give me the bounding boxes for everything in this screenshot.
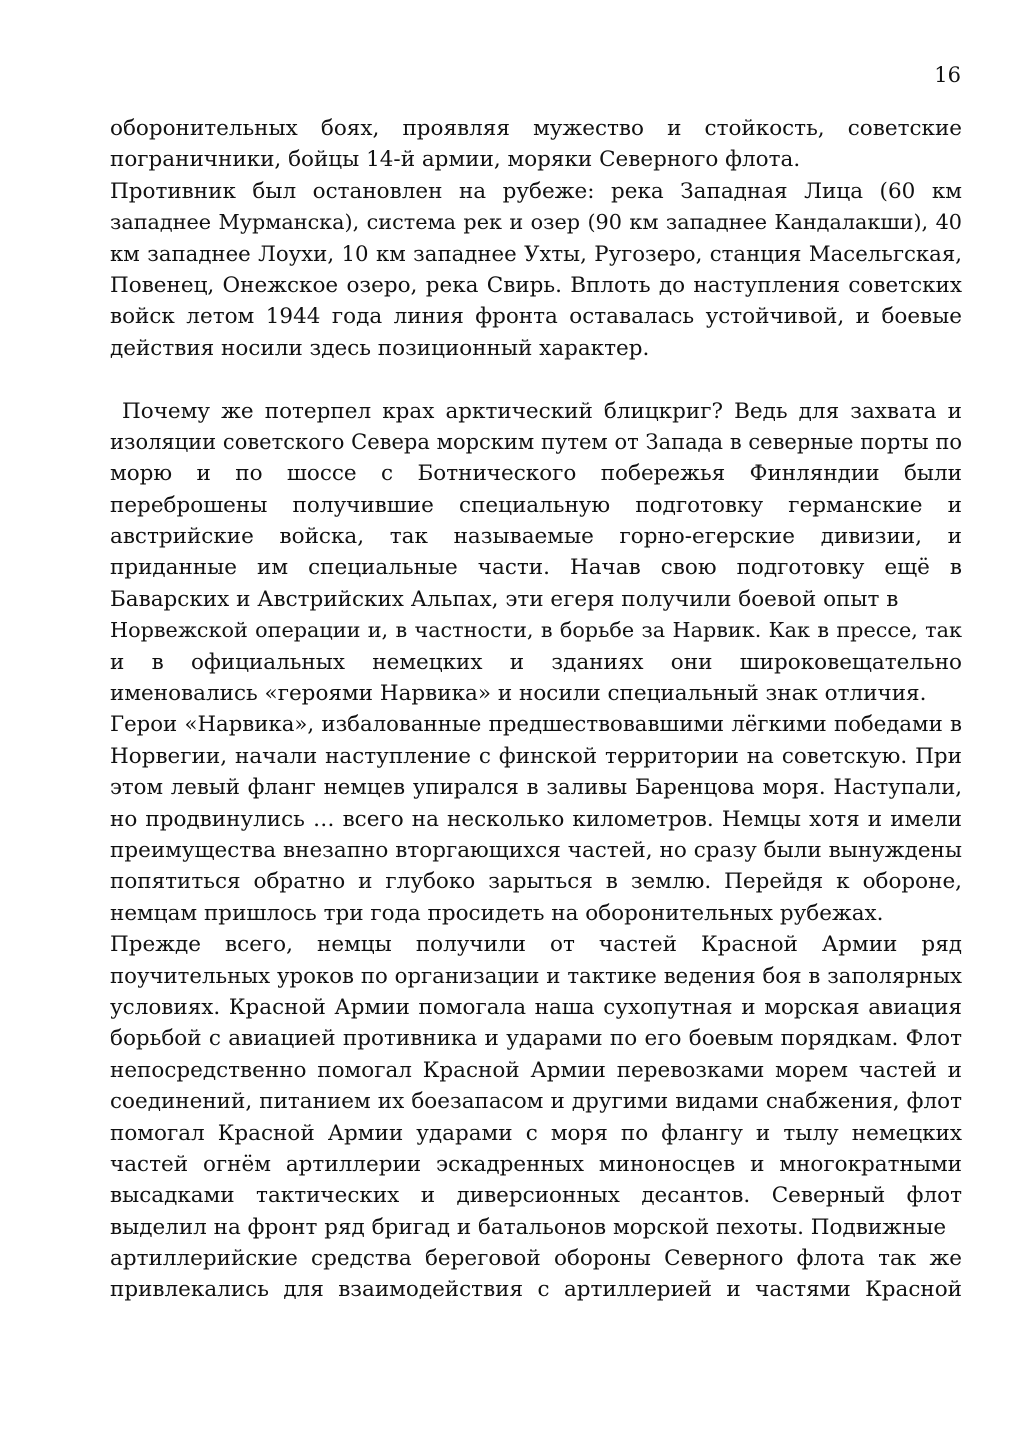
text-line: морю и по шоссе с Ботнического побережья Финляндии были (110, 461, 962, 487)
text-line: условиях. Красной Армии помогала наша сухопутная и морская авиация (110, 994, 962, 1020)
text-line: австрийские войска, так называемые горно-егерские дивизии, и (110, 524, 962, 550)
text-line: пограничники, бойцы 14-й армии, моряки Северного флота. (110, 147, 801, 173)
text-line: непосредственно помогал Красной Армии перевозками морем частей и (110, 1057, 962, 1083)
text-line: преимущества внезапно вторгающихся частей, но сразу были вынуждены (110, 837, 962, 863)
text-line: выделил на фронт ряд бригад и батальонов морской пехоты. Подвижные (110, 1214, 947, 1240)
text-line: помогал Красной Армии ударами с моря по флангу и тылу немецких (110, 1120, 962, 1146)
text-line: Прежде всего, немцы получили от частей Красной Армии ряд (110, 932, 962, 958)
text-line: но продвинулись … всего на несколько километров. Немцы хотя и имели (110, 806, 962, 832)
paragraph (110, 176, 962, 364)
text-line: попятиться обратно и глубоко зарыться в землю. Перейдя к обороне, (110, 869, 962, 895)
paragraph-gap (110, 364, 962, 395)
text-line: западнее Мурманска), система рек и озер (90 км западнее Кандалакши), 40 (110, 210, 962, 235)
text-line: артиллерийские средства береговой обороны Северного флота так же (110, 1246, 962, 1272)
paragraph (110, 929, 962, 1306)
text-line: приданные им специальные части. Начав свою подготовку ещё в (110, 555, 962, 581)
text-line: привлекались для взаимодействия с артиллерией и частями Красной (110, 1277, 962, 1303)
text-line: поучительных уроков по организации и тактике ведения боя в заполярных (110, 963, 962, 989)
text-line: км западнее Лоухи, 10 км западнее Ухты, Ругозеро, станция Масельгская, (110, 241, 962, 267)
paragraph (110, 113, 962, 176)
page-number: 16 (934, 63, 961, 87)
paragraph (110, 709, 962, 929)
text-line: войск летом 1944 года линия фронта оставалась устойчивой, и боевые (110, 304, 962, 330)
text-line: изоляции советского Севера морским путем от Запада в северные порты по (110, 429, 962, 454)
document-body (110, 113, 962, 1306)
text-line: высадками тактических и диверсионных десантов. Северный флот (110, 1183, 962, 1209)
text-line: оборонительных боях, проявляя мужество и стойкость, советские (110, 116, 962, 141)
text-line: переброшены получившие специальную подготовку германские и (110, 492, 962, 518)
text-line: борьбой с авиацией противника и ударами по его боевым порядкам. Флот (110, 1026, 962, 1052)
text-line: Герои «Нарвика», избалованные предшествовавшими лёгкими победами в (110, 712, 962, 738)
text-line: Почему же потерпел крах арктический блицкриг? Ведь для захвата и (122, 398, 962, 424)
text-line: Баварских и Австрийских Альпах, эти егеря получили боевой опыт в (110, 586, 899, 612)
text-line: Норвежской операции и, в частности, в борьбе за Нарвик. Как в прессе, так (110, 618, 962, 643)
text-line: и в официальных немецких и зданиях они широковещательно (110, 649, 962, 675)
text-line: Противник был остановлен на рубеже: река Западная Лица (60 км (110, 178, 962, 204)
text-line: частей огнём артиллерии эскадренных миноносцев и многократными (110, 1151, 962, 1177)
text-line: немцам пришлось три года просидеть на оборонительных рубежах. (110, 900, 884, 926)
text-line: этом левый фланг немцев упирался в заливы Баренцова моря. Наступали, (110, 775, 962, 801)
text-line: именовались «героями Нарвика» и носили специальный знак отличия. (110, 681, 927, 707)
paragraph (110, 396, 962, 710)
text-line: Норвегии, начали наступление с финской территории на советскую. При (110, 743, 962, 769)
text-line: соединений, питанием их боезапасом и другими видами снабжения, флот (110, 1089, 962, 1115)
text-line: действия носили здесь позиционный характер. (110, 335, 650, 361)
text-line: Повенец, Онежское озеро, река Свирь. Вплоть до наступления советских (110, 272, 962, 298)
